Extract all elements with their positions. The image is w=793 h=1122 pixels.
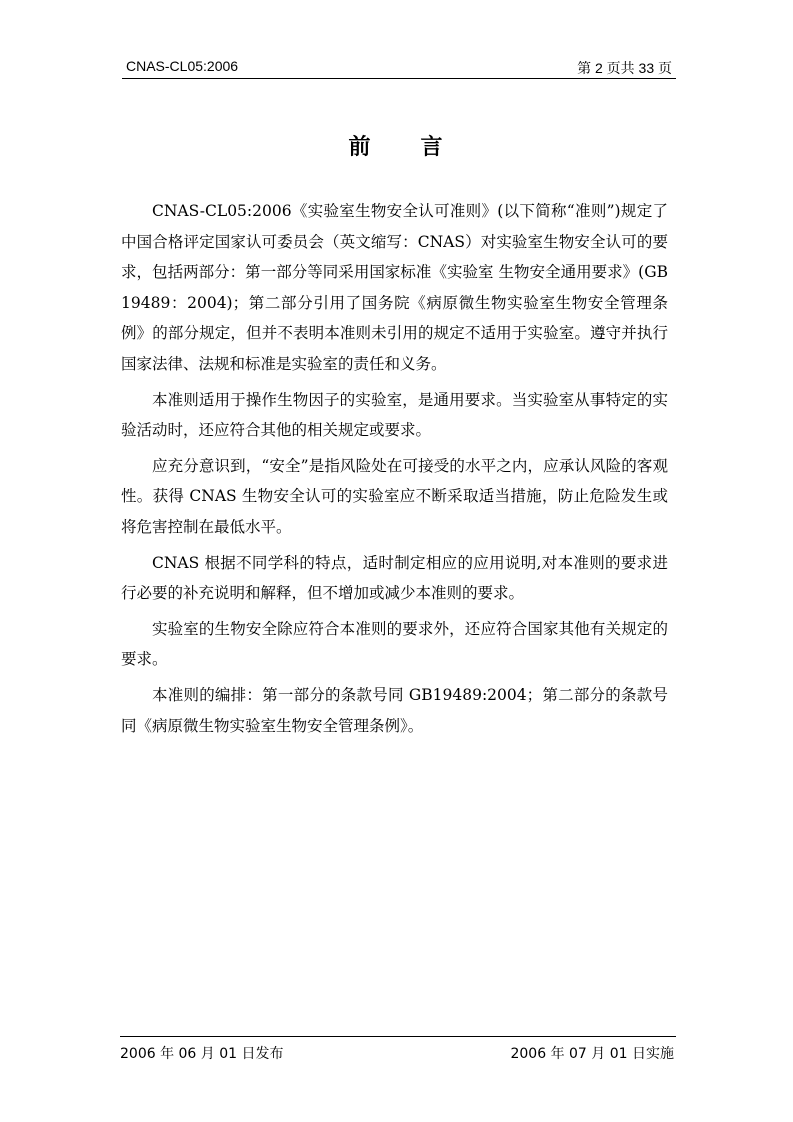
paragraph: 应充分意识到，“安全”是指风险处在可接受的水平之内，应承认风险的客观性。获得 CNAS 生物安全认可的实验室应不断采取适当措施，防止危险发生或将危害控制在最低水平。 [121,456,668,536]
paragraph: 本准则适用于操作生物因子的实验室，是通用要求。当实验室从事特定的实验活动时，还应符合其他的相关规定或要求。 [121,390,668,440]
paragraph: CNAS-CL05:2006《实验室生物安全认可准则》(以下简称“准则”)规定了中国合格评定国家认可委员会（英文缩写：CNAS）对实验室生物安全认可的要求，包括两部分：第一部分等同采用国家标准《实验室 生物安全通用要求》(GB 19489：2004)；第二部分引用了国务院《病原微生物实验室生物安全管理条例》的部分规定，但并不表明本准则未引用的规定不适用于实验室。遵守并执行国家法律、法规和标准是实验室的责任和义务。 [121,202,668,373]
page-number: 第 2 页共 33 页 [577,60,672,76]
publish-date: 2006 年 06 月 01 日发布 [120,1046,284,1062]
page-title: 前 言 [348,135,445,160]
effective-date: 2006 年 07 月 01 日实施 [510,1046,674,1062]
paragraph: 本准则的编排：第一部分的条款号同 GB19489:2004；第二部分的条款号同《病原微生物实验室生物安全管理条例》。 [121,685,668,735]
paragraph: 实验室的生物安全除应符合本准则的要求外，还应符合国家其他有关规定的要求。 [121,619,668,669]
page-footer [120,1036,676,1063]
document-code: CNAS-CL05:2006 [126,58,239,74]
preface-body [121,196,668,746]
page-header [122,54,676,79]
paragraph: CNAS 根据不同学科的特点，适时制定相应的应用说明,对本准则的要求进行必要的补充说明和解释，但不增加或减少本准则的要求。 [121,553,668,603]
